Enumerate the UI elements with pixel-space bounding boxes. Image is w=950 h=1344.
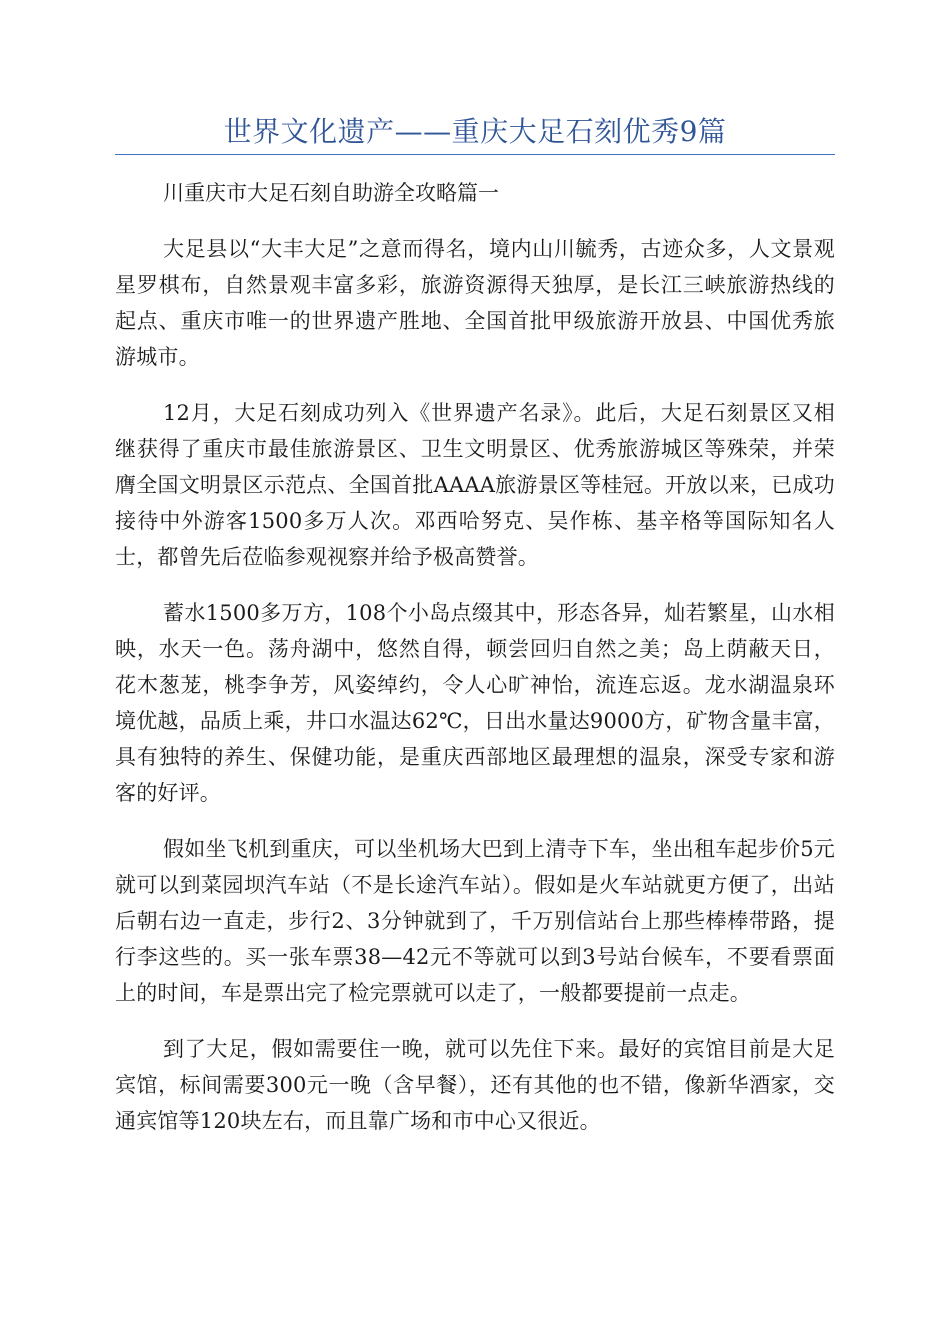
paragraph-1: 大足县以“大丰大足”之意而得名，境内山川毓秀，古迹众多，人文景观星罗棋布，自然景观丰富多彩，旅游资源得天独厚，是长江三峡旅游热线的起点、重庆市唯一的世界遗产胜地、全国首批甲级旅游开放县、中国优秀旅游城市。 — [115, 237, 835, 369]
paragraph-5: 到了大足，假如需要住一晚，就可以先住下来。最好的宾馆目前是大足宾馆，标间需要300元一晚（含早餐），还有其他的也不错，像新华酒家，交通宾馆等120块左右，而且靠广场和市中心又很近。 — [115, 1037, 835, 1133]
title-underline — [115, 154, 835, 155]
document-title: 世界文化遗产——重庆大足石刻优秀9篇 — [223, 115, 727, 148]
section-heading: 川重庆市大足石刻自助游全攻略篇一 — [163, 181, 499, 205]
paragraph-4: 假如坐飞机到重庆，可以坐机场大巴到上清寺下车，坐出租车起步价5元就可以到菜园坝汽车站（不是长途汽车站）。假如是火车站就更方便了，出站后朝右边一直走，步行2、3分钟就到了，千万别信站台上那些棒棒带路，提行李这些的。买一张车票38—42元不等就可以到3号站台候车，不要看票面上的时间，车是票出完了检完票就可以走了，一般都要提前一点走。 — [115, 837, 835, 1005]
paragraph-3: 蓄水1500多万方，108个小岛点缀其中，形态各异，灿若繁星，山水相映，水天一色。荡舟湖中，悠然自得，顿尝回归自然之美；岛上荫蔽天日，花木葱茏，桃李争芳，风姿绰约，令人心旷神怡，流连忘返。龙水湖温泉环境优越，品质上乘，井口水温达62℃，日出水量达9000方，矿物含量丰富，具有独特的养生、保健功能，是重庆西部地区最理想的温泉，深受专家和游客的好评。 — [115, 601, 835, 805]
paragraph-2: 12月，大足石刻成功列入《世界遗产名录》。此后，大足石刻景区又相继获得了重庆市最佳旅游景区、卫生文明景区、优秀旅游城区等殊荣，并荣膺全国文明景区示范点、全国首批AAAA旅游景区等桂冠。开放以来，已成功接待中外游客1500多万人次。邓西哈努克、吴作栋、基辛格等国际知名人士，都曾先后莅临参观视察并给予极高赞誉。 — [115, 401, 835, 569]
document-body — [115, 175, 835, 1139]
